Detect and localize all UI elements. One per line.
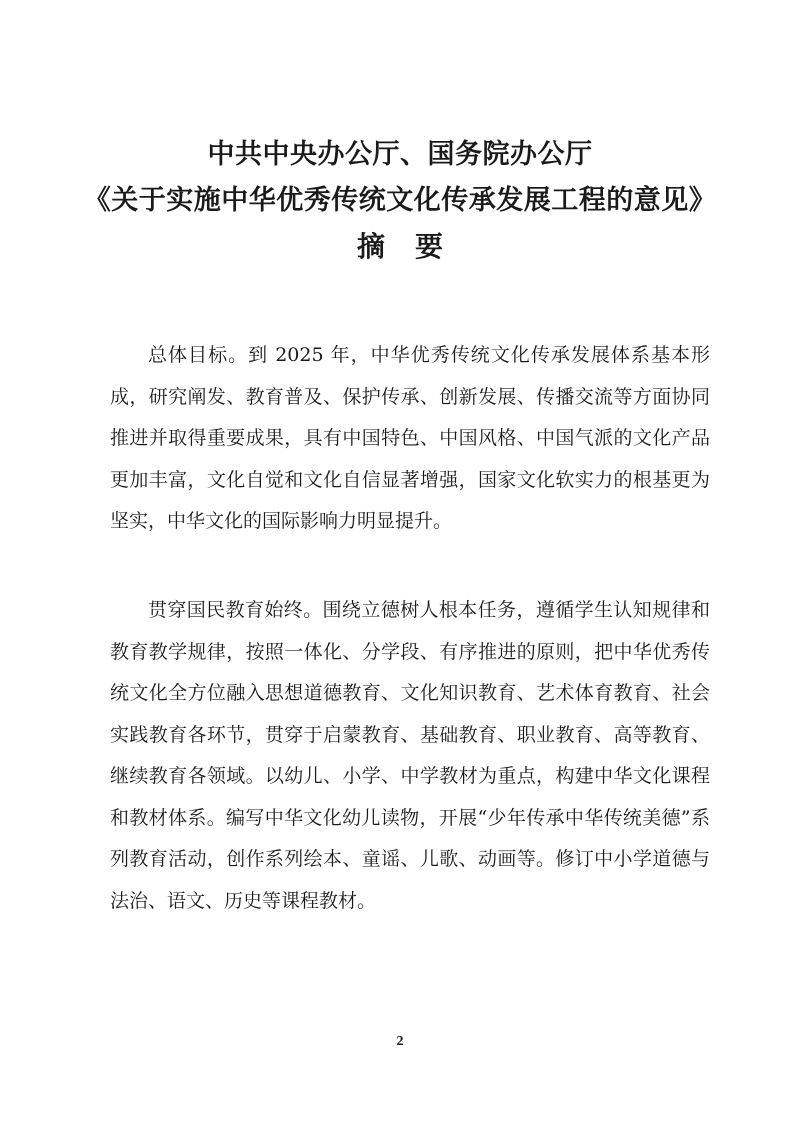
title-block bbox=[0, 136, 800, 266]
paragraph-national-education: 贯穿国民教育始终。围绕立德树人根本任务，遵循学生认知规律和教育教学规律，按照一体化、分学段、有序推进的原则，把中华优秀传统文化全方位融入思想道德教育、文化知识教育、艺术体育教育、社会实践教育各环节，贯穿于启蒙教育、基础教育、职业教育、高等教育、继续教育各领域。以幼儿、小学、中学教材为重点，构建中华文化课程和教材体系。编写中华文化幼儿读物，开展“少年传承中华传统美德”系列教育活动，创作系列绘本、童谣、儿歌、动画等。修订中小学道德与法治、语文、历史等课程教材。 bbox=[110, 599, 710, 912]
title-document-name: 《关于实施中华优秀传统文化传承发展工程的意见》 bbox=[83, 185, 717, 216]
title-issuer: 中共中央办公厅、国务院办公厅 bbox=[207, 139, 593, 170]
title-abstract-heading: 摘要 bbox=[356, 230, 473, 263]
paragraph-overall-goal: 总体目标。到 2025 年，中华优秀传统文化传承发展体系基本形成，研究阐发、教育普及、保护传承、创新发展、传播交流等方面协同推进并取得重要成果，具有中国特色、中国风格、中国气派的文化产品更加丰富，文化自觉和文化自信显著增强，国家文化软实力的根基更为坚实，中华文化的国际影响力明显提升。 bbox=[110, 344, 710, 532]
page-number: 2 bbox=[396, 1034, 404, 1049]
